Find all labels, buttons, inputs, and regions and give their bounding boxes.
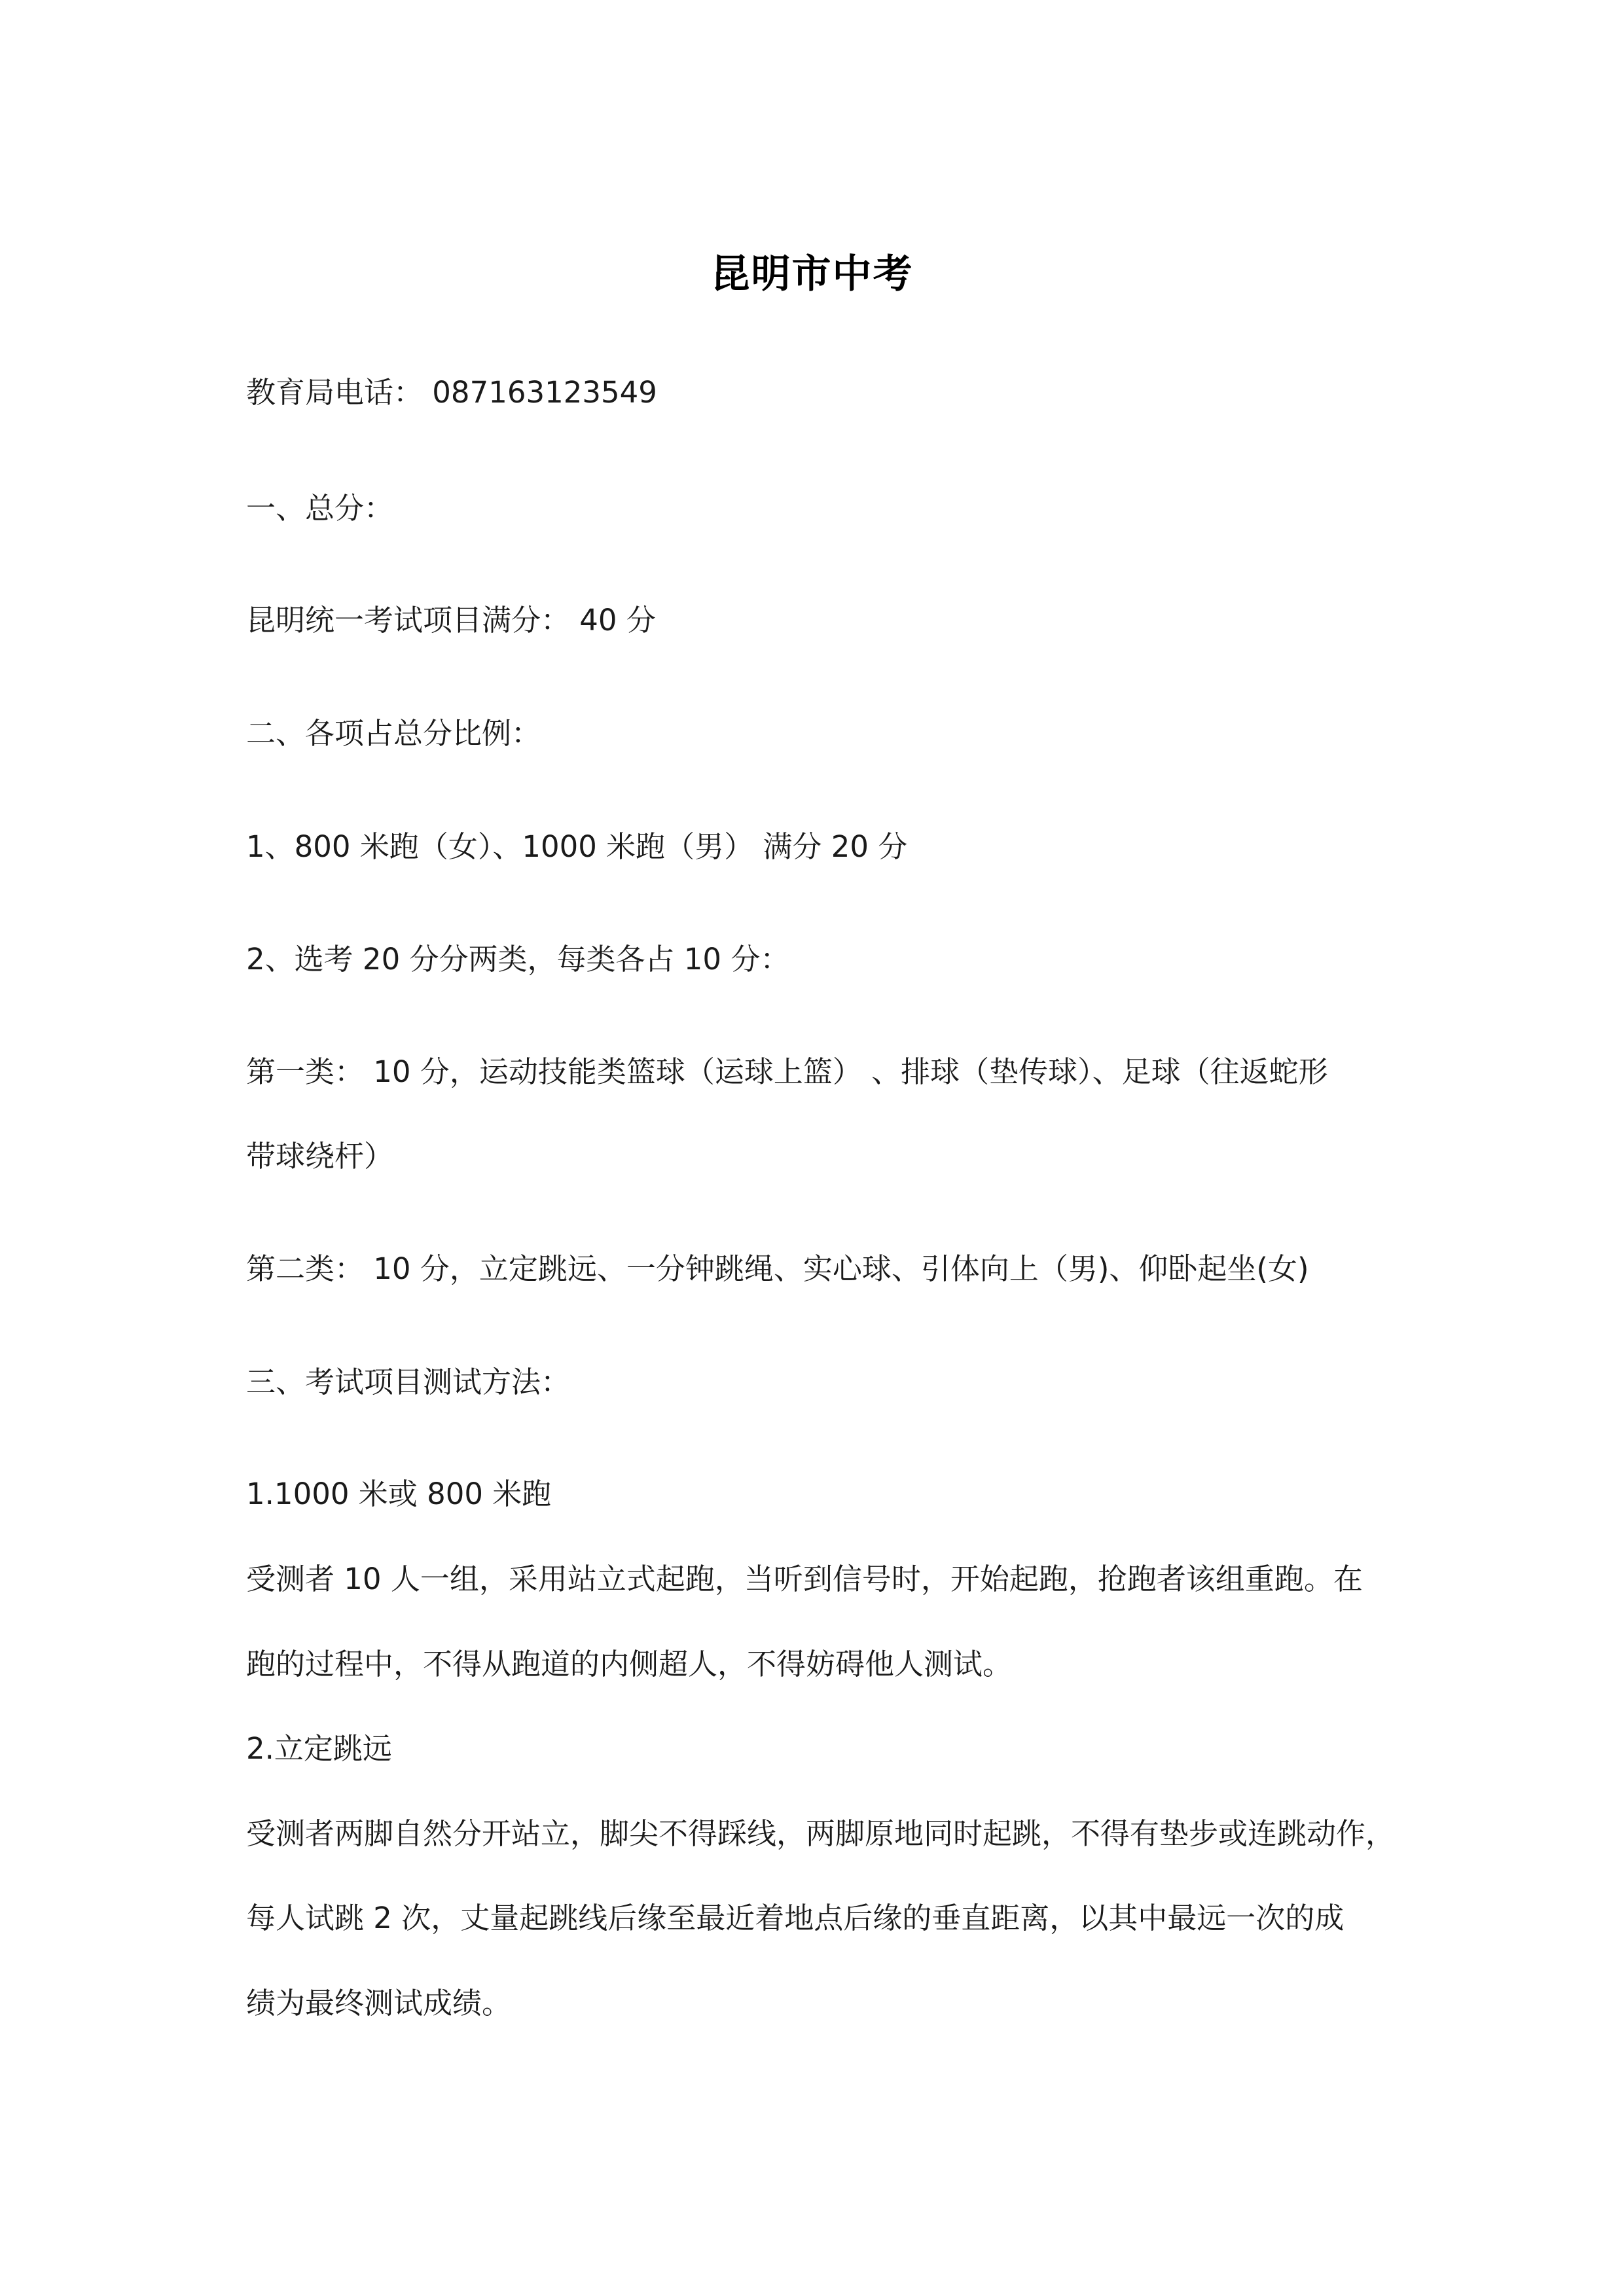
category-two-line: 第二类： 10 分，立定跳远、一分钟跳绳、实心球、引体向上（男)、仰卧起坐(女) xyxy=(246,1251,1309,1286)
run-paragraph-line-2: 跑的过程中，不得从跑道的内侧超人，不得妨碍他人测试。 xyxy=(246,1647,1013,1681)
category-one-line-cont: 带球绕杆） xyxy=(246,1139,394,1174)
jump-subheading: 2.立定跳远 xyxy=(246,1731,392,1766)
phone-line: 教育局电话： 087163123549 xyxy=(246,375,657,410)
jump-paragraph-line-3: 绩为最终测试成绩。 xyxy=(246,1986,512,2020)
category-one-line: 第一类： 10 分，运动技能类篮球（运球上篮） 、排球（垫传球）、足球（往返蛇形 xyxy=(246,1054,1328,1089)
elective-score-line: 2、选考 20 分分两类，每类各占 10 分： xyxy=(246,942,790,977)
section-methods-heading: 三、考试项目测试方法： xyxy=(246,1365,571,1399)
run-paragraph-line-1: 受测者 10 人一组，采用站立式起跑，当听到信号时，开始起跑，抢跑者该组重跑。在 xyxy=(246,1562,1363,1596)
running-score-line: 1、800 米跑（女）、1000 米跑（男） 满分 20 分 xyxy=(246,829,908,864)
jump-paragraph-line-2: 每人试跳 2 次，丈量起跳线后缘至最近着地点后缘的垂直距离，以其中最远一次的成 xyxy=(246,1901,1344,1935)
section-ratio-heading: 二、各项占总分比例： xyxy=(246,716,541,751)
section-total-heading: 一、总分： xyxy=(246,491,394,526)
run-subheading: 1.1000 米或 800 米跑 xyxy=(246,1477,552,1511)
jump-paragraph-line-1: 受测者两脚自然分开站立，脚尖不得踩线，两脚原地同时起跳，不得有垫步或连跳动作， xyxy=(246,1816,1396,1851)
document-title: 昆明市中考 xyxy=(710,251,914,297)
full-score-line: 昆明统一考试项目满分： 40 分 xyxy=(246,603,656,637)
